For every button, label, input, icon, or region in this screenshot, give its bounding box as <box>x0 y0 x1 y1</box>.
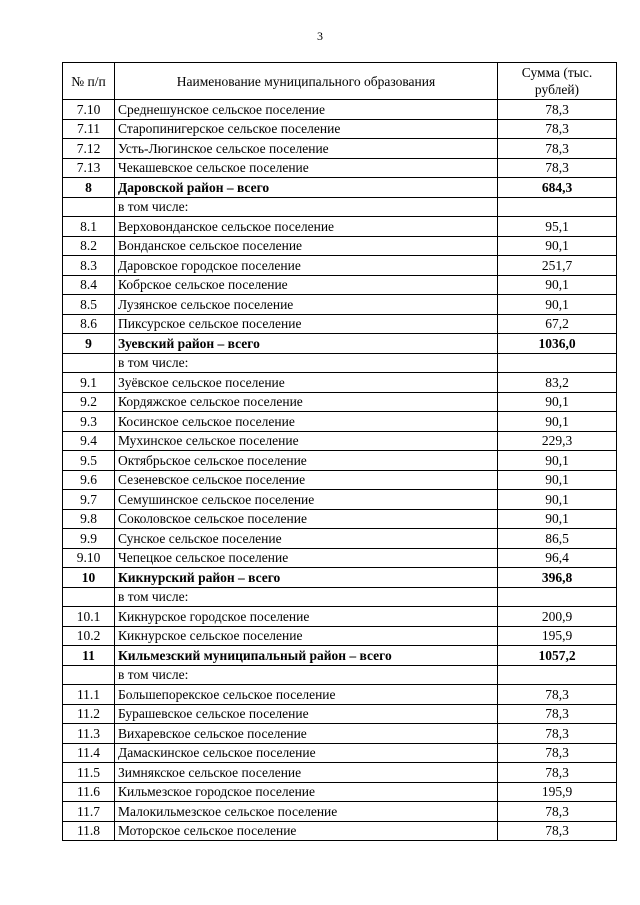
row-number-cell: 8.3 <box>63 256 115 276</box>
row-sum-cell: 78,3 <box>498 119 617 139</box>
row-name-cell: Кикнурский район – всего <box>115 568 498 588</box>
table-row <box>63 743 617 763</box>
row-sum-cell: 90,1 <box>498 236 617 256</box>
row-sum-cell: 78,3 <box>498 763 617 783</box>
table-row <box>63 607 617 627</box>
row-sum-cell: 1057,2 <box>498 646 617 666</box>
row-name-cell: Дамаскинское сельское поселение <box>115 743 498 763</box>
row-name-cell: Кикнурское сельское поселение <box>115 626 498 646</box>
row-name-cell: в том числе: <box>115 353 498 373</box>
table-row <box>63 256 617 276</box>
row-name-cell: Мухинское сельское поселение <box>115 431 498 451</box>
row-number-cell: 11.1 <box>63 685 115 705</box>
table-row <box>63 100 617 120</box>
header-num: № п/п <box>63 63 115 100</box>
row-number-cell: 11.5 <box>63 763 115 783</box>
row-name-cell: Сунское сельское поселение <box>115 529 498 549</box>
table-row <box>63 217 617 237</box>
row-name-cell: Октябрьское сельское поселение <box>115 451 498 471</box>
row-name-cell: Старопинигерское сельское поселение <box>115 119 498 139</box>
row-number-cell: 9.6 <box>63 470 115 490</box>
row-sum-cell: 90,1 <box>498 295 617 315</box>
row-number-cell: 9.1 <box>63 373 115 393</box>
row-number-cell: 8.2 <box>63 236 115 256</box>
row-name-cell: Бурашевское сельское поселение <box>115 704 498 724</box>
header-sum: Сумма (тыс. рублей) <box>498 63 617 100</box>
row-sum-cell: 78,3 <box>498 802 617 822</box>
row-name-cell: Лузянское сельское поселение <box>115 295 498 315</box>
table-body <box>63 63 617 841</box>
table-row-district-total <box>63 646 617 666</box>
row-name-cell: Вихаревское сельское поселение <box>115 724 498 744</box>
row-name-cell: Усть-Люгинское сельское поселение <box>115 139 498 159</box>
row-sum-cell <box>498 353 617 373</box>
row-number-cell: 10 <box>63 568 115 588</box>
row-number-cell: 11.7 <box>63 802 115 822</box>
table-row <box>63 470 617 490</box>
table-row <box>63 392 617 412</box>
row-number-cell: 8.4 <box>63 275 115 295</box>
row-number-cell: 9.7 <box>63 490 115 510</box>
row-number-cell: 9.10 <box>63 548 115 568</box>
row-name-cell: в том числе: <box>115 197 498 217</box>
row-sum-cell: 96,4 <box>498 548 617 568</box>
row-number-cell: 11.8 <box>63 821 115 841</box>
row-number-cell <box>63 197 115 217</box>
row-number-cell: 7.11 <box>63 119 115 139</box>
page-number: 3 <box>317 29 323 43</box>
row-number-cell: 7.12 <box>63 139 115 159</box>
row-name-cell: Вонданское сельское поселение <box>115 236 498 256</box>
row-sum-cell: 90,1 <box>498 451 617 471</box>
row-name-cell: Кобрское сельское поселение <box>115 275 498 295</box>
table-row <box>63 529 617 549</box>
row-sum-cell: 229,3 <box>498 431 617 451</box>
table-row <box>63 782 617 802</box>
table-row-district-total <box>63 334 617 354</box>
row-sum-cell: 67,2 <box>498 314 617 334</box>
row-sum-cell: 78,3 <box>498 724 617 744</box>
header-name: Наименование муниципального образования <box>115 63 498 100</box>
row-sum-cell: 95,1 <box>498 217 617 237</box>
row-name-cell: Зуёвское сельское поселение <box>115 373 498 393</box>
row-name-cell: Кильмезское городское поселение <box>115 782 498 802</box>
row-sum-cell: 90,1 <box>498 490 617 510</box>
row-name-cell: Кильмезский муниципальный район – всего <box>115 646 498 666</box>
row-sum-cell: 78,3 <box>498 821 617 841</box>
row-sum-cell: 78,3 <box>498 100 617 120</box>
table-row <box>63 373 617 393</box>
table-row <box>63 587 617 607</box>
row-number-cell: 8 <box>63 178 115 198</box>
table-row <box>63 197 617 217</box>
row-name-cell: Сезеневское сельское поселение <box>115 470 498 490</box>
row-sum-cell: 684,3 <box>498 178 617 198</box>
row-number-cell: 9.5 <box>63 451 115 471</box>
row-sum-cell: 78,3 <box>498 139 617 159</box>
row-name-cell: Пиксурское сельское поселение <box>115 314 498 334</box>
row-number-cell: 7.13 <box>63 158 115 178</box>
table-row <box>63 139 617 159</box>
row-sum-cell: 90,1 <box>498 392 617 412</box>
row-sum-cell: 86,5 <box>498 529 617 549</box>
row-name-cell: Зимнякское сельское поселение <box>115 763 498 783</box>
row-sum-cell: 1036,0 <box>498 334 617 354</box>
row-name-cell: в том числе: <box>115 665 498 685</box>
row-name-cell: Косинское сельское поселение <box>115 412 498 432</box>
table-row <box>63 314 617 334</box>
table-row <box>63 295 617 315</box>
table-header-row <box>63 63 617 100</box>
table-row <box>63 704 617 724</box>
row-name-cell: Среднешунское сельское поселение <box>115 100 498 120</box>
row-number-cell: 11.6 <box>63 782 115 802</box>
row-number-cell: 8.6 <box>63 314 115 334</box>
row-name-cell: Семушинское сельское поселение <box>115 490 498 510</box>
table-row <box>63 685 617 705</box>
row-name-cell: Малокильмезское сельское поселение <box>115 802 498 822</box>
row-number-cell: 11.2 <box>63 704 115 724</box>
table-row <box>63 490 617 510</box>
table-row <box>63 626 617 646</box>
row-sum-cell: 78,3 <box>498 704 617 724</box>
row-name-cell: Кордяжское сельское поселение <box>115 392 498 412</box>
row-sum-cell: 396,8 <box>498 568 617 588</box>
row-number-cell <box>63 353 115 373</box>
row-sum-cell: 251,7 <box>498 256 617 276</box>
row-name-cell: Чепецкое сельское поселение <box>115 548 498 568</box>
row-number-cell: 10.1 <box>63 607 115 627</box>
table-row <box>63 665 617 685</box>
table-row <box>63 119 617 139</box>
row-sum-cell <box>498 587 617 607</box>
row-name-cell: Соколовское сельское поселение <box>115 509 498 529</box>
row-sum-cell: 83,2 <box>498 373 617 393</box>
row-name-cell: в том числе: <box>115 587 498 607</box>
row-name-cell: Зуевский район – всего <box>115 334 498 354</box>
row-number-cell: 8.1 <box>63 217 115 237</box>
row-number-cell: 9.3 <box>63 412 115 432</box>
row-number-cell: 8.5 <box>63 295 115 315</box>
row-name-cell: Даровской район – всего <box>115 178 498 198</box>
row-number-cell: 7.10 <box>63 100 115 120</box>
row-name-cell: Большепорекское сельское поселение <box>115 685 498 705</box>
row-name-cell: Кикнурское городское поселение <box>115 607 498 627</box>
table-row <box>63 353 617 373</box>
row-number-cell: 9 <box>63 334 115 354</box>
row-sum-cell: 195,9 <box>498 782 617 802</box>
table-row <box>63 763 617 783</box>
row-number-cell: 9.2 <box>63 392 115 412</box>
row-sum-cell: 78,3 <box>498 685 617 705</box>
row-sum-cell: 90,1 <box>498 412 617 432</box>
table-row-district-total <box>63 568 617 588</box>
row-sum-cell: 90,1 <box>498 509 617 529</box>
row-number-cell: 11.3 <box>63 724 115 744</box>
row-number-cell: 11 <box>63 646 115 666</box>
table-row <box>63 158 617 178</box>
row-sum-cell: 195,9 <box>498 626 617 646</box>
table-row <box>63 821 617 841</box>
row-sum-cell: 78,3 <box>498 743 617 763</box>
row-name-cell: Чекашевское сельское поселение <box>115 158 498 178</box>
table-row <box>63 548 617 568</box>
row-name-cell: Даровское городское поселение <box>115 256 498 276</box>
row-sum-cell: 90,1 <box>498 275 617 295</box>
table-row <box>63 724 617 744</box>
table-row <box>63 802 617 822</box>
table-row <box>63 412 617 432</box>
row-number-cell: 10.2 <box>63 626 115 646</box>
table-row <box>63 275 617 295</box>
table-row <box>63 451 617 471</box>
row-sum-cell <box>498 197 617 217</box>
row-number-cell: 11.4 <box>63 743 115 763</box>
table-row-district-total <box>63 178 617 198</box>
row-sum-cell <box>498 665 617 685</box>
row-sum-cell: 200,9 <box>498 607 617 627</box>
table-row <box>63 236 617 256</box>
row-number-cell: 9.8 <box>63 509 115 529</box>
row-number-cell: 9.4 <box>63 431 115 451</box>
row-name-cell: Верховонданское сельское поселение <box>115 217 498 237</box>
budget-table <box>62 62 617 841</box>
row-number-cell <box>63 587 115 607</box>
row-sum-cell: 78,3 <box>498 158 617 178</box>
table-row <box>63 509 617 529</box>
row-number-cell: 9.9 <box>63 529 115 549</box>
row-sum-cell: 90,1 <box>498 470 617 490</box>
row-number-cell <box>63 665 115 685</box>
row-name-cell: Моторское сельское поселение <box>115 821 498 841</box>
table-row <box>63 431 617 451</box>
